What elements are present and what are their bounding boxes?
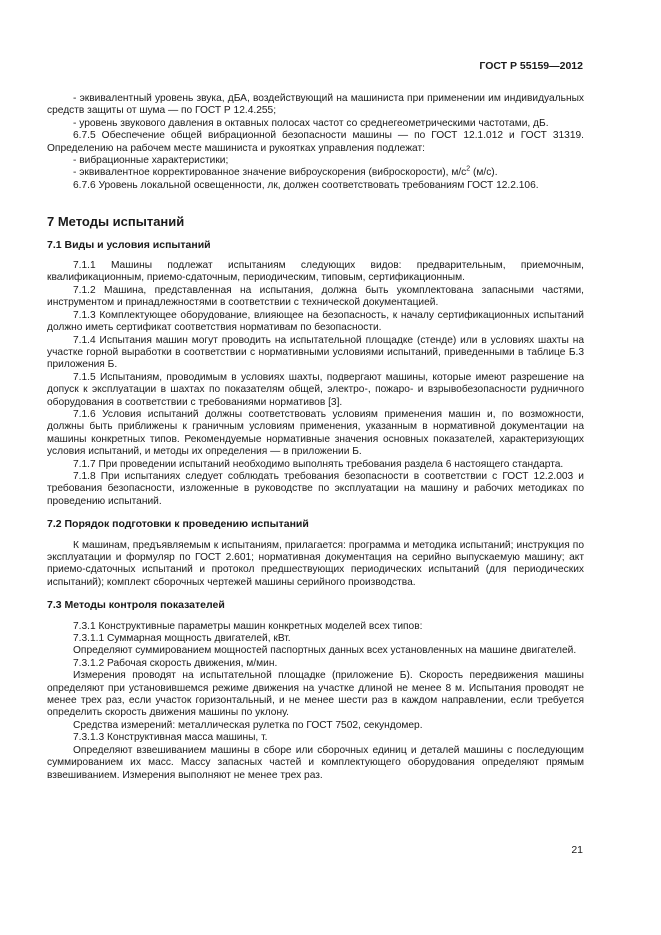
vibro-text: - эквивалентное корректированное значение виброускорения (виброскорости), м/с <box>73 167 467 179</box>
section-title: 7 Методы испытаний <box>47 214 185 230</box>
document-id: ГОСТ Р 55159—2012 <box>479 60 583 72</box>
paragraph: 7.1.8 При испытаниях следует соблюдать требования безопасности в соответствии с ГОСТ 12.2.003 и требования безопасности, изложенные в руководстве по эксплуатации на машину и рабочих методиках по проведению испытаний. <box>47 470 584 507</box>
paragraph: К машинам, предъявляемым к испытаниям, прилагается: программа и методика испытаний; инструкция по эксплуатации и формуляр по ГОСТ 2.601; нормативная документация на серийно выпускаемую машину; акт приемо-сдаточных испытаний и протокол предшествующих периодических испытаний (для периодических испытаний); комплект сборочных чертежей машины серийного производства. <box>47 539 584 588</box>
subsection-title: 7.1 Виды и условия испытаний <box>47 238 211 251</box>
paragraph: 7.1.1 Машины подлежат испытаниям следующих видов: предварительным, приемочным, квалификационным, приемо-сдаточным, периодическим, типовым, сертификационным. <box>47 260 584 284</box>
paragraph: 7.3.1.3 Конструктивная масса машины, т. <box>73 732 268 744</box>
subsection-title: 7.2 Порядок подготовки к проведению испытаний <box>47 518 309 531</box>
paragraph: Определяют суммированием мощностей паспортных данных всех установленных на машине двигателей. <box>73 645 577 657</box>
paragraph <box>47 167 584 179</box>
paragraph: 7.3.1 Конструктивные параметры машин конкретных моделей всех типов: <box>73 620 423 632</box>
paragraph: 7.3.1.2 Рабочая скорость движения, м/мин. <box>73 657 278 669</box>
paragraph: 6.7.5 Обеспечение общей вибрационной безопасности машины — по ГОСТ 12.1.012 и ГОСТ 31319. Определению на рабочем месте машиниста и рукоятках управления подлежат: <box>47 130 584 154</box>
paragraph: - вибрационные характеристики; <box>73 155 229 167</box>
vibro-text-end: (м/с). <box>470 167 498 179</box>
paragraph: Измерения проводят на испытательной площадке (приложение Б). Скорость передвижения машины определяют при установившемся режиме движения на участке длиной не менее 8 м. Испытания проводят не менее трех раз, если участок горизонтальный, и не менее шести раз в каждом направлении, если требуется определить скорость движения машины по уклону. <box>47 670 584 719</box>
paragraph: 7.3.1.1 Суммарная мощность двигателей, кВт. <box>73 633 291 645</box>
paragraph: 7.1.5 Испытаниям, проводимым в условиях шахты, подвергают машины, которые имеют разрешение на допуск к эксплуатации в шахтах по показателям общей, электро-, пожаро- и взрывобезопасности рудничного оборудования в соответствии с требованиями нормативов [3]. <box>47 371 584 408</box>
paragraph: 7.1.3 Комплектующее оборудование, влияющее на безопасность, к началу сертификационных испытаний должно иметь сертификат соответствия нормативам по безопасности. <box>47 309 584 334</box>
paragraph: Средства измерений: металлическая рулетка по ГОСТ 7502, секундомер. <box>73 719 423 731</box>
subsection-title: 7.3 Методы контроля показателей <box>47 599 225 612</box>
paragraph: 7.1.2 Машина, представленная на испытания, должна быть укомплектована запасными частями, инструментом и принадлежностями в соответствии с технической документацией. <box>47 284 584 309</box>
page-number: 21 <box>571 844 583 856</box>
paragraph: - уровень звукового давления в октавных полосах частот со среднегеометрическими частотами, дБ. <box>73 117 549 129</box>
paragraph: Определяют взвешиванием машины в сборе или сборочных единиц и деталей машины с последующим суммированием их масс. Массу запасных частей и комплектующего оборудования определяют прямым взвешиванием. Измерения выполняют не менее трех раз. <box>47 744 584 781</box>
vibro-superscript: 2 <box>466 166 471 174</box>
paragraph: 7.1.7 При проведении испытаний необходимо выполнять требования раздела 6 настоящего стандарта. <box>73 458 564 470</box>
paragraph: 7.1.6 Условия испытаний должны соответствовать условиям применения машин и, по возможности, должны быть приближены к граничным условиям применения, указанным в нормативной документации на машины конкретных типов. Рекомендуемые нормативные значения основных показателей, характеризующих условия испытаний, и методы их определения — в приложении Б. <box>47 408 584 458</box>
document-body <box>47 93 584 782</box>
paragraph: - эквивалентный уровень звука, дБА, воздействующий на машиниста при применении им индивидуальных средств защиты от шума — по ГОСТ Р 12.4.255; <box>47 93 584 117</box>
paragraph: 7.1.4 Испытания машин могут проводить на испытательной площадке (стенде) или в условиях шахты на участке горной выработки в соответствии с нормативными условиями испытаний, приведенными в таблице Б.3 приложения Б. <box>47 334 584 371</box>
paragraph: 6.7.6 Уровень локальной освещенности, лк, должен соответствовать требованиям ГОСТ 12.2.106. <box>73 179 539 191</box>
